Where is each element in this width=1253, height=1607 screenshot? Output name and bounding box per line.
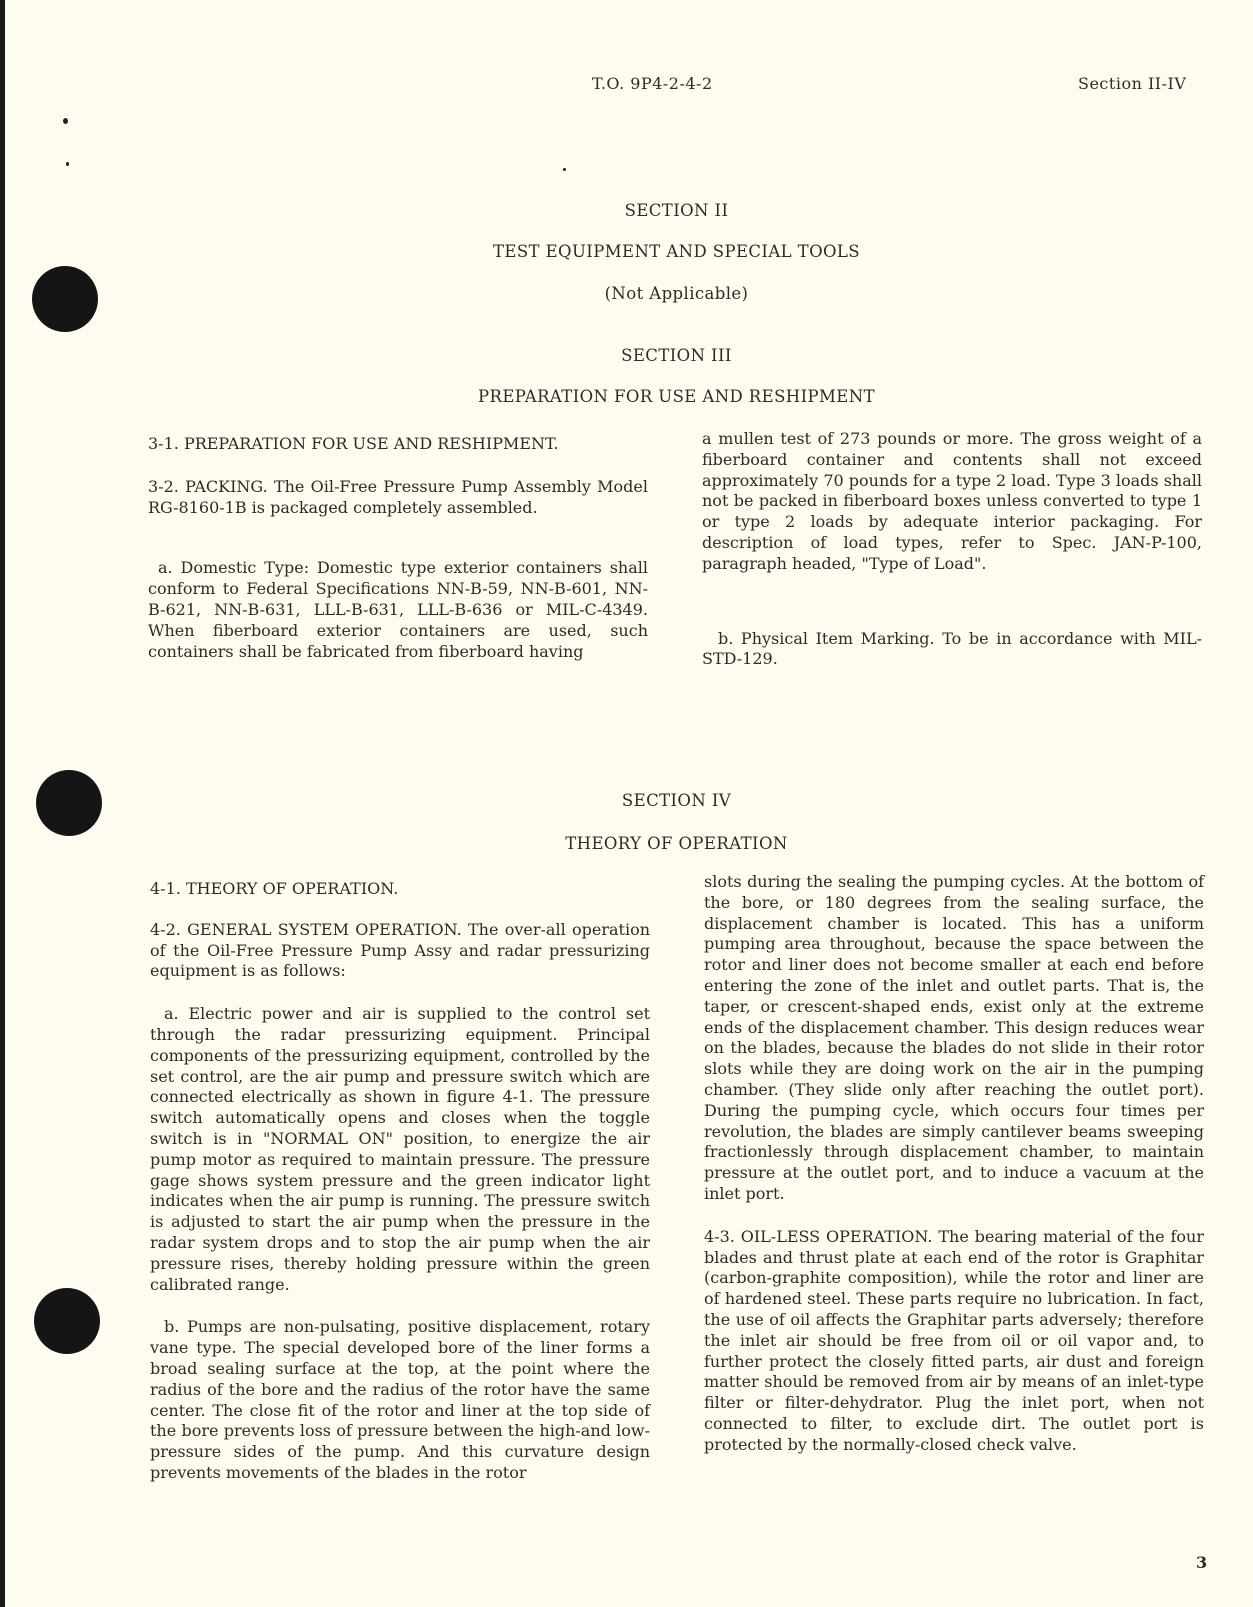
section-4-title: THEORY OF OPERATION — [565, 834, 788, 853]
section-3-right-column — [702, 429, 1202, 670]
section-3-heading: SECTION III — [621, 346, 732, 365]
section-2-note: (Not Applicable) — [604, 284, 749, 303]
page-number: 3 — [1196, 1553, 1208, 1572]
section-3-title: PREPARATION FOR USE AND RESHIPMENT — [478, 387, 875, 406]
para-4-3: 4-3. OIL-LESS OPERATION. The bearing material of the four blades and thrust plate at each end of the rotor is Graphitar (carbon-graphite composition), while the rotor and liner are of hardened steel. These parts require no lubrication. In fact, the use of oil affects the Graphitar parts adversely; therefore the inlet air should be free from oil or oil vapor and, to further protect the closely fitted parts, air dust and foreign matter should be removed from air by means of an inlet-type filter or filter-dehydrator. Plug the inlet port, when not connected to filter, to exclude dirt. The outlet port is protected by the normally-closed check valve. — [704, 1226, 1204, 1454]
para-3-1: 3-1. PREPARATION FOR USE AND RESHIPMENT. — [148, 434, 559, 453]
para-3-2-a-continued: a mullen test of 273 pounds or more. The gross weight of a fiberboard container and contents shall not exceed approximately 70 pounds for a type 2 load. Type 3 loads shall not be packed in fiberboard boxes unless converted to type 1 or type 2 loads by adequate interior packaging. For description of load types, refer to Spec. JAN-P-100, paragraph headed, "Type of Load". — [702, 429, 1202, 573]
para-4-2: 4-2. GENERAL SYSTEM OPERATION. The over-all operation of the Oil-Free Pressure Pump Assy and radar pressurizing equipment is as follows: — [150, 919, 650, 981]
para-3-2-b: b. Physical Item Marking. To be in accordance with MIL-STD-129. — [702, 628, 1202, 669]
scan-speck — [563, 168, 566, 171]
section-2-title: TEST EQUIPMENT AND SPECIAL TOOLS — [493, 242, 860, 261]
scan-speck — [66, 162, 69, 166]
section-4-right-column — [704, 872, 1204, 1456]
section-4-heading: SECTION IV — [621, 791, 732, 810]
document-number: T.O. 9P4-2-4-2 — [592, 74, 713, 93]
para-4-2-b-continued: slots during the sealing the pumping cycles. At the bottom of the bore, or 180 degrees from the sealing surface, the displacement chamber is located. This has a uniform pumping area throughout, because the space between the rotor and liner does not become smaller at each end before entering the zone of the inlet and outlet parts. That is, the taper, or crescent-shaped ends, exist only at the extreme ends of the displacement chamber. This design reduces wear on the blades, because the blades do not slide in their rotor slots while they are doing work on the air in the pumping chamber. (They slide only after reaching the outlet port). During the pumping cycle, which occurs four times per revolution, the blades are simply cantilever beams sweeping fractionlessly through displacement chamber, to maintain pressure at the outlet port, and to induce a vacuum at the inlet port. — [704, 872, 1204, 1203]
para-4-2-a: a. Electric power and air is supplied to the control set through the radar pressurizing equipment. Principal components of the pressurizing equipment, controlled by the set control, are the air pump and pressure switch which are connected electrically as shown in figure 4-1. The pressure switch automatically opens and closes when the toggle switch is in "NORMAL ON" position, to energize the air pump motor as required to maintain pressure. The pressure gage shows system pressure and the green indicator light indicates when the air pump is running. The pressure switch is adjusted to start the air pump when the pressure in the radar system drops and to stop the air pump when the air pressure rises, thereby holding pressure within the green calibrated range. — [150, 1004, 650, 1294]
section-4-left-column — [150, 879, 650, 1484]
para-3-2: 3-2. PACKING. The Oil-Free Pressure Pump Assembly Model RG-8160-1B is packaged completely assembled. — [148, 476, 648, 517]
section-3-left-column — [148, 434, 648, 662]
para-3-2-a: a. Domestic Type: Domestic type exterior containers shall conform to Federal Specifications NN-B-59, NN-B-601, NN-B-621, NN-B-631, LLL-B-631, LLL-B-636 or MIL-C-4349. When fiberboard exterior containers are used, such containers shall be fabricated from fiberboard having — [148, 558, 648, 661]
scan-speck — [63, 118, 68, 124]
para-4-2-b: b. Pumps are non-pulsating, positive displacement, rotary vane type. The special developed bore of the liner forms a broad sealing surface at the top, at the point where the radius of the bore and the radius of the rotor have the same center. The close fit of the rotor and liner at the top side of the bore prevents loss of pressure between the high-and low-pressure sides of the pump. And this curvature design prevents movements of the blades in the rotor — [150, 1317, 650, 1482]
section-range: Section II-IV — [1078, 74, 1187, 93]
binder-hole-bottom — [34, 1288, 100, 1354]
section-2-heading: SECTION II — [624, 201, 729, 220]
para-4-1: 4-1. THEORY OF OPERATION. — [150, 879, 399, 898]
